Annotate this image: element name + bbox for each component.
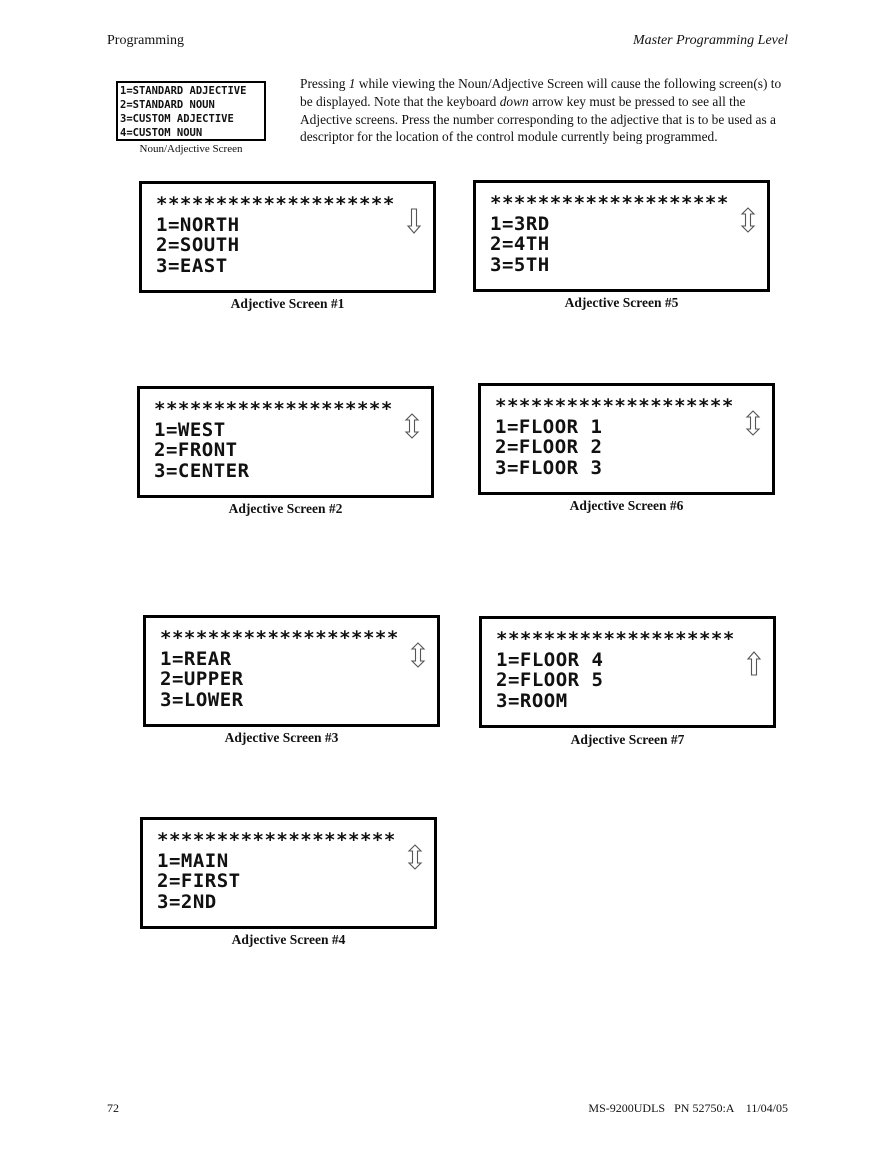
noun-adjective-screen [116, 81, 266, 141]
paragraph-text: arrow key must be pressed to see all the Adjective screens. Press the number corresponding to the adjective that is to be used as a descriptor for the location of the control module currently being programmed. [300, 93, 776, 145]
noun-adjective-caption: Noun/Adjective Screen [139, 143, 243, 155]
adjective-screen-7-caption: Adjective Screen #7 [570, 732, 685, 747]
adjective-screen-7 [479, 616, 776, 728]
screen-line: 1=WEST [154, 418, 226, 441]
screen-line: 2=SOUTH [156, 234, 240, 256]
screen-line: 1=REAR [160, 647, 232, 670]
screen-line: 1=FLOOR 4 [496, 648, 604, 671]
document-id: MS-9200UDLS PN 52750:A 11/04/05 [588, 1101, 788, 1115]
menu-line: 3=CUSTOM ADJECTIVE [120, 113, 234, 125]
screen-line: 3=5TH [490, 253, 550, 276]
adjective-screen-4-caption: Adjective Screen #4 [231, 932, 346, 947]
screen-line: ******************** [495, 395, 734, 417]
adjective-screen-3 [143, 615, 440, 727]
up-down-arrow-icon [739, 207, 757, 233]
up-down-arrow-icon [744, 410, 762, 436]
paragraph-text: Pressing [300, 76, 349, 91]
screen-line: 3=EAST [156, 254, 228, 277]
menu-line: 2=STANDARD NOUN [120, 99, 215, 111]
menu-line: 1=STANDARD ADJECTIVE [120, 85, 247, 97]
screen-line: 2=UPPER [160, 668, 244, 690]
page-number: 72 [107, 1101, 119, 1115]
screen-line: ******************** [490, 192, 729, 214]
screen-line: 1=MAIN [157, 849, 229, 872]
paragraph-key: 1 [348, 76, 356, 91]
adjective-screen-2 [137, 386, 434, 498]
screen-line: ******************** [157, 829, 396, 851]
screen-line: 3=CENTER [154, 459, 250, 482]
screen-line: 1=NORTH [156, 213, 240, 236]
paragraph-key-word: down [499, 93, 529, 109]
screen-line: 2=FRONT [154, 439, 238, 461]
up-arrow-icon [745, 651, 763, 677]
screen-line: 2=4TH [490, 233, 550, 255]
screen-line: ******************** [160, 627, 399, 649]
adjective-screen-4 [140, 817, 437, 929]
adjective-screen-6-caption: Adjective Screen #6 [569, 498, 684, 513]
adjective-screen-6 [478, 383, 775, 495]
adjective-screen-2-caption: Adjective Screen #2 [228, 501, 343, 516]
screen-line: 3=2ND [157, 890, 217, 913]
up-down-arrow-icon [405, 208, 423, 234]
up-down-arrow-icon [403, 413, 421, 439]
screen-line: ******************** [496, 628, 735, 650]
screen-line: 1=3RD [490, 212, 550, 235]
screen-line: 3=FLOOR 3 [495, 456, 603, 479]
adjective-screen-1 [139, 181, 436, 293]
adjective-screen-1-caption: Adjective Screen #1 [230, 296, 345, 311]
paragraph-text: while viewing the Noun/Adjective Screen will cause the following screen(s) to be displayed. Note that the keyboard [300, 76, 782, 109]
screen-line: 2=FLOOR 2 [495, 436, 603, 458]
header-level-title: Master Programming Level [632, 33, 788, 48]
screen-line: ******************** [156, 193, 395, 215]
screen-line: 3=ROOM [496, 689, 568, 712]
up-down-arrow-icon [406, 844, 424, 870]
header-section-title: Programming [107, 33, 184, 48]
screen-line: 3=LOWER [160, 688, 244, 711]
adjective-screen-5 [473, 180, 770, 292]
adjective-screen-3-caption: Adjective Screen #3 [224, 730, 339, 745]
screen-line: 2=FLOOR 5 [496, 669, 604, 691]
instruction-paragraph [300, 75, 788, 146]
screen-line: ******************** [154, 398, 393, 420]
screen-line: 1=FLOOR 1 [495, 415, 603, 438]
adjective-screen-5-caption: Adjective Screen #5 [564, 295, 679, 310]
up-down-arrow-icon [409, 642, 427, 668]
screen-line: 2=FIRST [157, 870, 241, 892]
menu-line: 4=CUSTOM NOUN [120, 127, 203, 139]
